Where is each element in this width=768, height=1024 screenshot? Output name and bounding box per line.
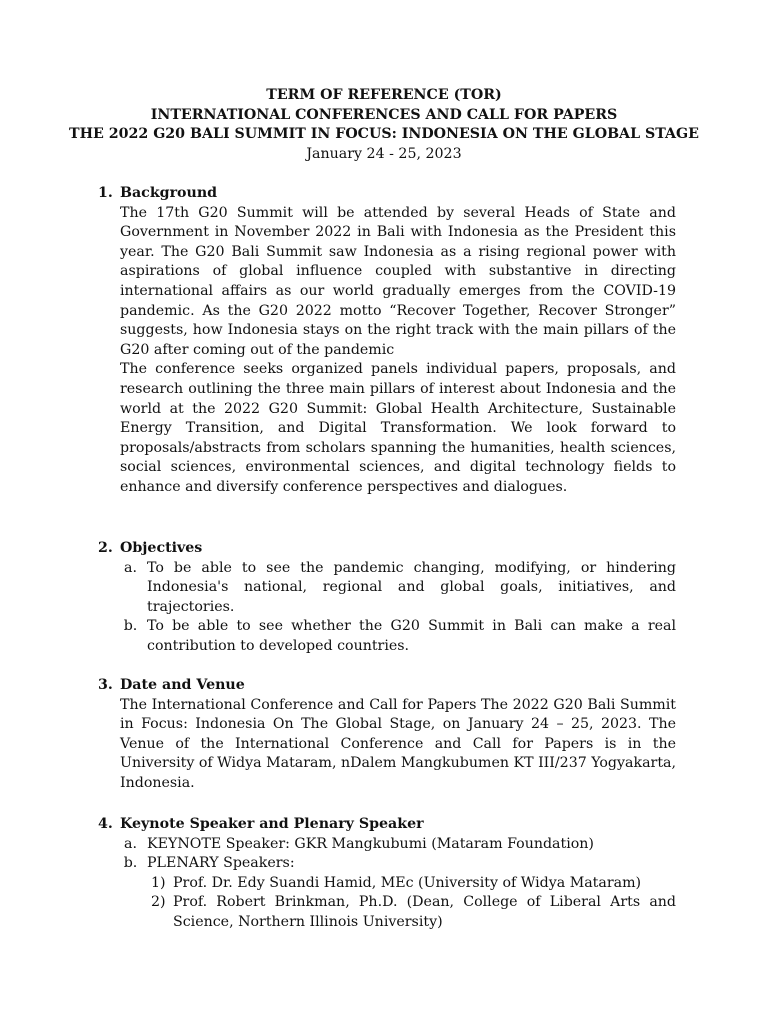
list-marker: 1) <box>151 874 166 891</box>
section-number: 4. <box>98 816 113 832</box>
title-summit: THE 2022 G20 BALI SUMMIT IN FOCUS: INDONESIA ON THE GLOBAL STAGE <box>69 126 699 143</box>
title-conference: INTERNATIONAL CONFERENCES AND CALL FOR PAPERS <box>150 106 618 123</box>
list-item <box>120 559 676 618</box>
list-item-text: To be able to see the pandemic changing, modifying, or hindering Indonesia's national, regional and global goals, initiatives, and trajectories. <box>147 559 676 615</box>
section-background <box>98 184 676 498</box>
section-title: Keynote Speaker and Plenary Speaker <box>120 816 424 832</box>
speakers-list <box>120 835 676 874</box>
section-date-venue <box>98 676 676 794</box>
document-title-block <box>0 86 768 164</box>
section-number: 1. <box>98 185 113 201</box>
list-item <box>147 874 676 894</box>
section-title: Objectives <box>120 540 203 556</box>
plenary-speaker: Prof. Dr. Edy Suandi Hamid, MEc (University of Widya Mataram) <box>173 874 642 891</box>
keynote-speaker: KEYNOTE Speaker: GKR Mangkubumi (Mataram Foundation) <box>147 835 594 852</box>
paragraph: The conference seeks organized panels individual papers, proposals, and research outlining the three main pillars of interest about Indonesia and the world at the 2022 G20 Summit: Global Health Architecture, Sustainable Energy Transition, and Digital Transformation. We look forward to proposals/abstracts from scholars spanning the humanities, health sciences, social sciences, environmental sciences, and digital technology fields to enhance and diversify conference perspectives and dialogues. <box>120 361 676 495</box>
list-item <box>120 617 676 656</box>
list-item <box>120 835 676 855</box>
list-marker: b. <box>123 855 138 872</box>
list-item <box>120 854 676 874</box>
section-heading-date-venue <box>98 676 676 696</box>
section-number: 2. <box>98 540 113 556</box>
section-objectives <box>98 539 676 657</box>
list-marker: a. <box>124 559 137 576</box>
list-item <box>147 893 676 932</box>
plenary-speaker: Prof. Robert Brinkman, Ph.D. (Dean, College of Liberal Arts and Science, Northern Illinois University) <box>173 894 676 930</box>
section-body <box>120 559 676 657</box>
section-body <box>120 204 676 498</box>
title-date: January 24 - 25, 2023 <box>306 145 462 162</box>
plenary-speakers-list <box>120 874 676 933</box>
list-item-text: To be able to see whether the G20 Summit in Bali can make a real contribution to developed countries. <box>147 618 676 654</box>
title-tor: TERM OF REFERENCE (TOR) <box>266 87 502 103</box>
section-number: 3. <box>98 677 113 693</box>
section-body <box>120 696 676 794</box>
objectives-list <box>120 559 676 657</box>
list-marker: b. <box>123 618 138 635</box>
paragraph: The International Conference and Call for Papers The 2022 G20 Bali Summit in Focus: Indonesia On The Global Stage, on January 24 – 25, 2023. The Venue of the International Conference and Call for Papers is in the University of Widya Mataram, nDalem Mangkubumen KT III/237 Yogyakarta, Indonesia. <box>120 696 676 791</box>
section-title: Date and Venue <box>120 677 245 693</box>
section-heading-background <box>98 184 676 204</box>
list-marker: a. <box>124 835 137 852</box>
list-marker: 2) <box>151 894 166 911</box>
section-heading-speakers <box>98 815 676 835</box>
plenary-label: PLENARY Speakers: <box>147 855 295 872</box>
section-speakers <box>98 815 676 933</box>
section-title: Background <box>120 185 218 201</box>
paragraph: The 17th G20 Summit will be attended by several Heads of State and Government in November 2022 in Bali with Indonesia as the President this year. The G20 Bali Summit saw Indonesia as a rising regional power with aspirations of global influence coupled with substantive in directing international affairs as our world gradually emerges from the COVID-19 pandemic. As the G20 2022 motto “Recover Together, Recover Stronger” suggests, how Indonesia stays on the right track with the main pillars of the G20 after coming out of the pandemic <box>120 204 676 358</box>
section-heading-objectives <box>98 539 676 559</box>
section-body <box>120 835 676 933</box>
